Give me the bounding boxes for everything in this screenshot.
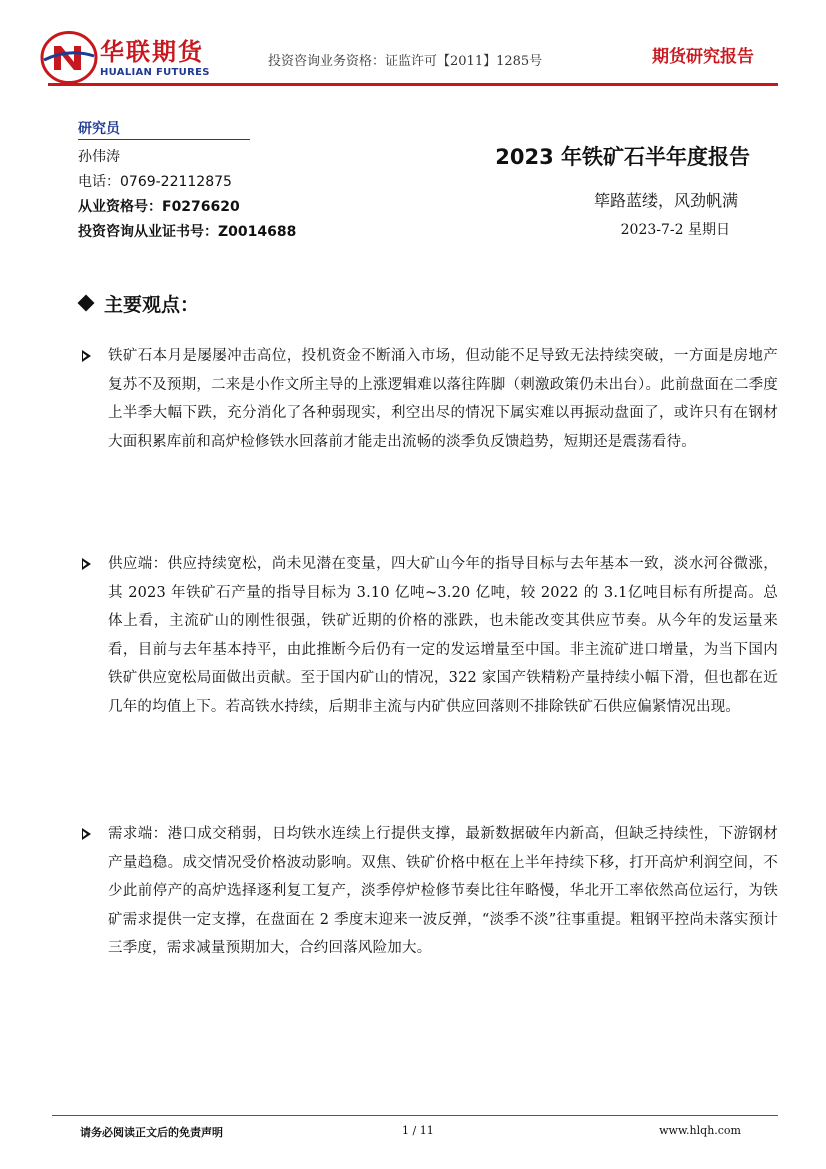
- researcher-name: 孙伟涛: [78, 149, 120, 165]
- footer-website-link[interactable]: www.hlqh.com: [659, 1124, 741, 1137]
- researcher-divider: [78, 139, 250, 140]
- researcher-consult-cert: 投资咨询从业证书号：Z0014688: [78, 224, 297, 240]
- footer-disclaimer: 请务必阅读正文后的免责声明: [80, 1126, 223, 1139]
- report-title: 2023 年铁矿石半年度报告: [495, 145, 750, 169]
- bullet-text: 需求端：港口成交稍弱，日均铁水连续上行提供支撑，最新数据破年内新高，但缺乏持续性，下游钢材产量趋稳。成交情况受价格波动影响。双焦、铁矿价格中枢在上半年持续下移，打开高炉利润空间，不少此前停产的高炉选择逐利复工复产，淡季停炉检修节奏比往年略慢，华北开工率依然高位运行，为铁矿需求提供一定支撑，在盘面在 2 季度末迎来一波反弹，“淡季不淡”往事重提。粗钢平控尚未落实预计三季度，需求减量预期加大，合约回落风险加大。: [108, 826, 778, 956]
- section-heading-text: 主要观点：: [104, 294, 200, 316]
- researcher-heading: 研究员: [78, 121, 120, 137]
- bullet-text: 供应端：供应持续宽松，尚未见潜在变量，四大矿山今年的指导目标与去年基本一致，淡水河谷微涨，其 2023 年铁矿石产量的指导目标为 3.10 亿吨~3.20 亿吨，较 2022 的 3.1亿吨目标有所提高。总体上看，主流矿山的刚性很强，铁矿近期的价格的涨跌，也未能改变其供应节奏。从今年的发运量来看，目前与去年基本持平，由此推断今后仍有一定的发运增量至中国。非主流矿进口增量，为当下国内铁矿供应宽松局面做出贡献。至于国内矿山的情况，322 家国产铁精粉产量持续小幅下滑，但也都在近几年的均值上下。若高铁水持续，后期非主流与内矿供应回落则不排除铁矿石供应偏紧情况出现。: [108, 556, 778, 715]
- bullet-text: 铁矿石本月是屡屡冲击高位，投机资金不断涌入市场，但动能不足导致无法持续突破，一方面是房地产复苏不及预期，二来是小作文所主导的上涨逻辑难以落往阵脚（刺激政策仍未出台）。此前盘面在二季度上半季大幅下跌，充分消化了各种弱现实，利空出尽的情况下属实难以再振动盘面了，或许只有在钢材大面积累库前和高炉检修铁水回落前才能走出流畅的淡季负反馈趋势，短期还是震荡看待。: [108, 348, 778, 450]
- list-item: [82, 342, 778, 456]
- logo-chinese-name: 华联期货: [100, 38, 204, 66]
- arrow-bullet-icon: [82, 350, 91, 362]
- arrow-bullet-icon: [82, 828, 91, 840]
- report-type-label: 期货研究报告: [652, 47, 754, 67]
- diamond-bullet-icon: [78, 295, 95, 312]
- researcher-phone: 电话：0769-22112875: [78, 174, 232, 190]
- arrow-bullet-icon: [82, 558, 91, 570]
- page-number: 1 / 11: [402, 1124, 434, 1137]
- report-date: 2023-7-2 星期日: [620, 222, 730, 238]
- researcher-qualification: 从业资格号：F0276620: [78, 199, 240, 215]
- section-heading: [80, 290, 199, 317]
- company-logo: [40, 30, 215, 85]
- logo-english-name: HUALIAN FUTURES: [100, 67, 210, 78]
- footer-divider: [52, 1115, 778, 1116]
- hualian-logo-icon: [40, 30, 98, 85]
- report-subtitle: 筚路蓝缕，风劲帆满: [593, 191, 738, 210]
- list-item: [82, 550, 778, 721]
- list-item: [82, 820, 778, 963]
- license-text: 投资咨询业务资格：证监许可【2011】1285号: [268, 54, 543, 69]
- header-divider: [48, 83, 778, 86]
